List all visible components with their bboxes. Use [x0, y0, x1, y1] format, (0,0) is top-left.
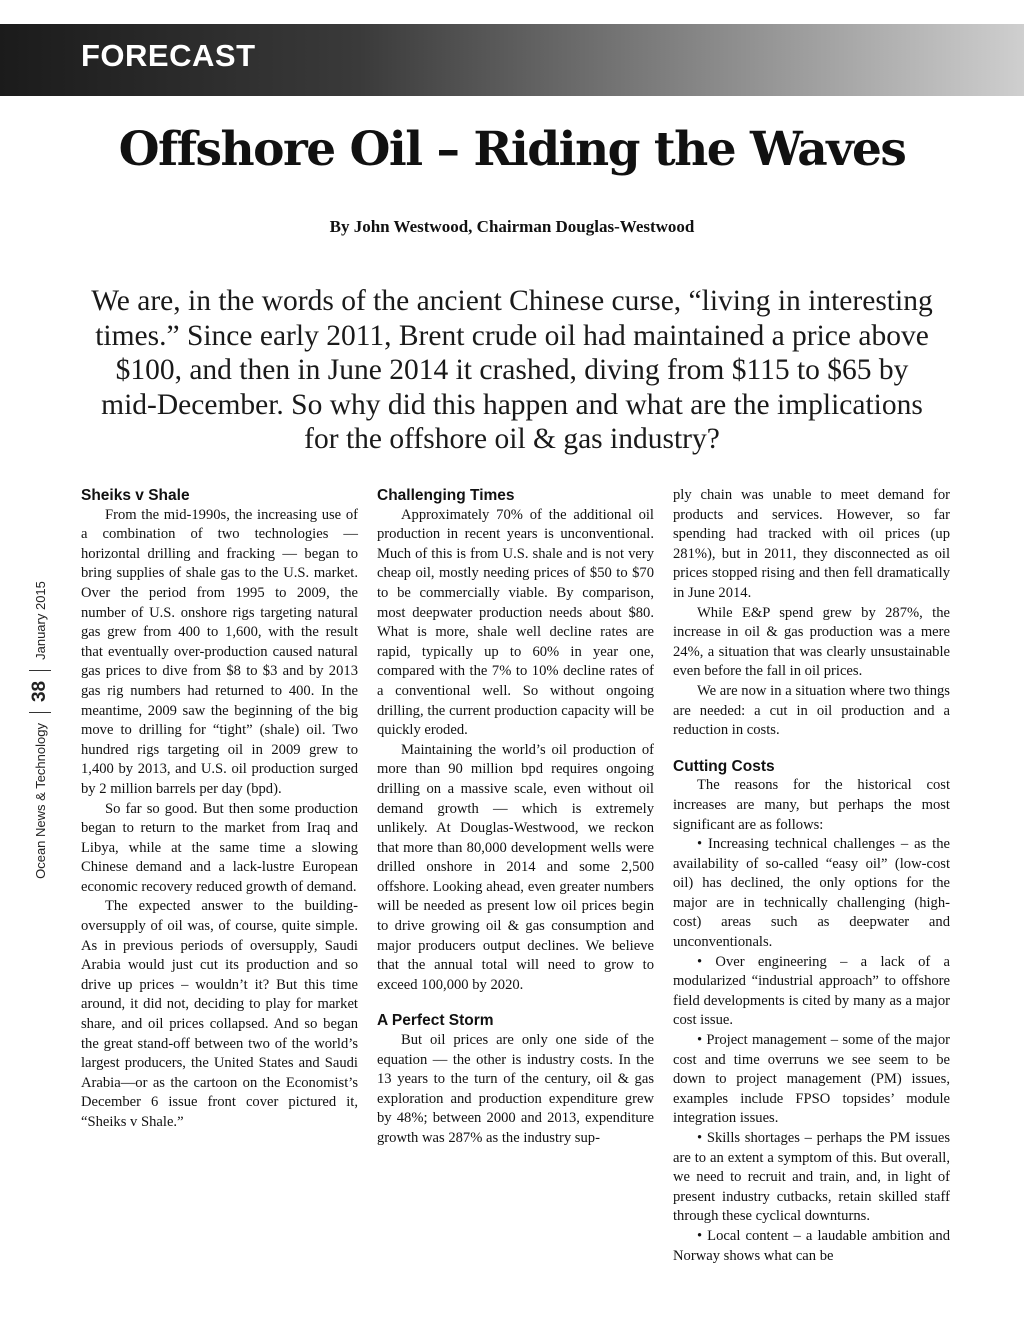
body-paragraph: From the mid-1990s, the increasing use of a combination of two technologies — horizontal drilling and fracking — began to bring supplies of shale gas to the U.S. market. Over the period from 1995 to 2009, the number of U.S. onshore rigs targeting natural gas grew from 400 to 1,600, with the result that eventually over-production caused natural gas prices to dive from $8 to $3 and by 2013 gas rig numbers had returned to 400. In the meantime, 2009 saw the beginning of the big move to drilling for “tight” (shale) oil. Two hundred rigs targeting oil in 2009 grew to 1,400 by 2013, and U.S. oil production surged by 2 million barrels per day (bpd).	[81, 506, 358, 797]
column-3	[673, 486, 950, 1266]
section-heading: Sheiks v Shale	[81, 487, 190, 504]
byline: By John Westwood, Chairman Douglas-Westwood	[329, 217, 695, 236]
page-number: 38	[29, 680, 50, 703]
issue-date: January 2015	[32, 581, 48, 660]
sidebar-divider	[29, 712, 51, 713]
publication-name: Ocean News & Technology	[32, 723, 48, 879]
body-paragraph: While E&P spend grew by 287%, the increase in oil & gas production was a mere 24%, a situation that was clearly unsustainable even before the fall in oil prices.	[673, 604, 950, 680]
body-paragraph-continued: ply chain was unable to meet demand for products and services. However, so far spending had tracked with oil prices (up 281%), but in 2011, they disconnected as oil prices stopped rising and then fell dramatically in June 2014.	[673, 487, 950, 601]
section-heading: Cutting Costs	[673, 757, 775, 775]
bullet-item: • Increasing technical challenges – as the availability of so-called “easy oil” (low-cost oil) has declined, the only options for the major are in technically challenging (high-cost) areas such as deepwater and unconventionals.	[673, 836, 950, 951]
body-paragraph: We are now in a situation where two things are needed: a cut in oil production and a reduction in costs.	[673, 682, 950, 739]
body-paragraph: So far so good. But then some production began to return to the market from Iraq and Libya, while at the same time a slowing Chinese demand and a lack-lustre European economic recovery reduced growth of demand.	[81, 800, 358, 895]
body-paragraph: The reasons for the historical cost increases are many, but perhaps the most significant are as follows:	[673, 777, 950, 833]
bullet-item: • Skills shortages – perhaps the PM issues are to an extent a symptom of this. But overall, we need to recruit and train, and, in light of present industry cutbacks, retain skilled staff through these cyclical downturns.	[673, 1130, 950, 1225]
bullet-item: • Project management – some of the major cost and time overruns we see seem to be down to project management (PM) issues, examples include FPSO topsides’ module integration issues.	[673, 1032, 950, 1127]
section-heading: Challenging Times	[377, 487, 515, 504]
body-paragraph: Approximately 70% of the additional oil production in recent years is unconventional. Much of this is from U.S. shale and is not very cheap oil, mostly needing prices of $50 to $70 to be commercially viable. By comparison, most deepwater production needs about $80. What is more, shale well decline rates are rapid, typically up to 60% in year one, compared with the 7% to 10% decline rates of a conventional well. So without ongoing drilling, the current production capacity will be quickly eroded.	[377, 506, 654, 739]
section-banner	[0, 24, 1024, 96]
page-sidebar	[20, 545, 60, 915]
column-2	[377, 486, 654, 1149]
column-1	[81, 486, 358, 1133]
body-paragraph: The expected answer to the building-oversupply of oil was, of course, quite simple. As in previous periods of oversupply, Saudi Arabia would just cut its production and so drive up prices – wouldn’t it? But this time around, it did not, deciding to play for market share, and oil prices collapsed. And so began the great stand-off between two of the world’s largest producers, the United States and Saudi Arabia—or as the cartoon on the Economist’s December 6 issue front cover pictured it, “Sheiks v Shale.”	[81, 898, 358, 1130]
body-paragraph: But oil prices are only one side of the equation — the other is industry costs. In the 13 years to the turn of the century, oil & gas exploration and production expenditure grew by 48%; between 2000 and 2013, expenditure growth was 287% as the industry sup-	[377, 1032, 654, 1146]
article-title: Offshore Oil – Riding the Waves	[118, 122, 906, 177]
bullet-item: • Local content – a laudable ambition and Norway shows what can be	[673, 1227, 950, 1264]
section-label: FORECAST	[81, 38, 256, 73]
section-heading: A Perfect Storm	[377, 1012, 494, 1030]
body-paragraph: Maintaining the world’s oil production of more than 90 million bpd requires ongoing drilling on a massive scale, even without oil demand growth — which is extremely unlikely. At Douglas-Westwood, we reckon that more than 80,000 development wells were drilled onshore in 2014 and some 2,500 offshore. Looking ahead, even greater numbers will be needed as present low oil prices begin to drive growing oil & gas consumption and major producers output declines. We believe that the annual total will need to grow to exceed 100,000 by 2020.	[377, 741, 654, 993]
bullet-item: • Over engineering – a lack of a modularized “industrial approach” to offshore field developments is cited by many as a major cost issue.	[673, 953, 950, 1029]
sidebar-divider	[29, 670, 51, 671]
lede-paragraph: We are, in the words of the ancient Chinese curse, “living in interesting times.” Since early 2011, Brent crude oil had maintained a price above $100, and then in June 2014 it crashed, diving from $115 to $65 by mid-December. So why did this happen and what are the implications for the offshore oil & gas industry?	[91, 285, 933, 455]
